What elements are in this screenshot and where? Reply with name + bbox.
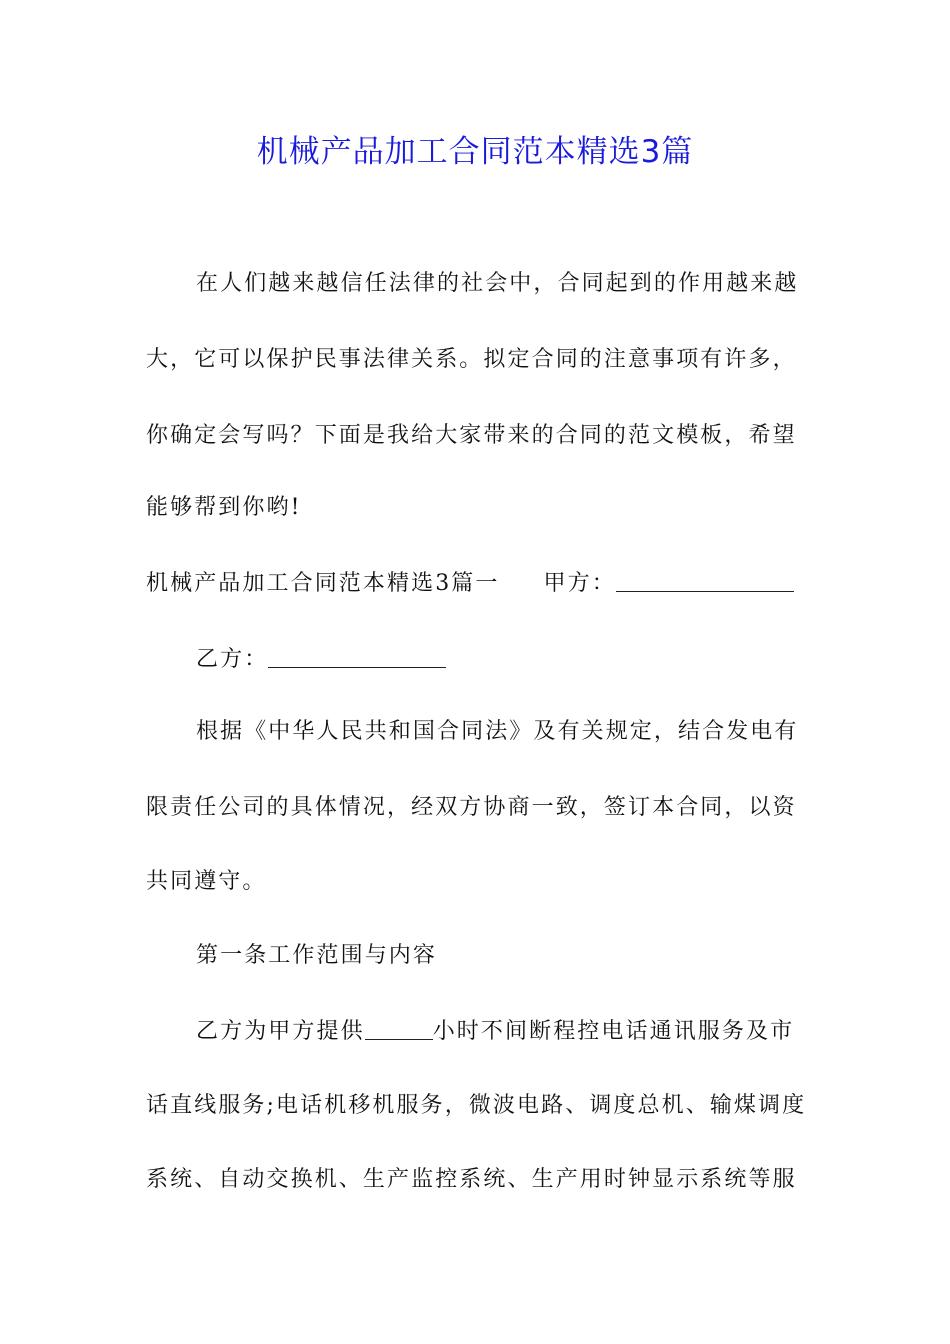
article-1-text-end: 小时不间断程控电话通讯服务及市: [432, 1019, 795, 1044]
document-title: 机械产品加工合同范本精选3篇: [256, 134, 694, 170]
intro-line-3: 你确定会写吗？下面是我给大家带来的合同的范文模板，希望: [146, 423, 797, 448]
article-1-line-2: 话直线服务;电话机移机服务，微波电路、调度总机、输煤调度: [146, 1093, 807, 1118]
party-b-blank: [268, 645, 446, 668]
party-a-label: 甲方：: [543, 571, 616, 596]
intro-line-4: 能够帮到你哟!: [146, 495, 302, 520]
article-1-text-start: 乙方为甲方提供: [196, 1019, 365, 1044]
hours-blank: [365, 1017, 433, 1040]
basis-line-2: 限责任公司的具体情况，经双方协商一致，签订本合同，以资: [146, 795, 797, 820]
basis-line-3: 共同遵守。: [146, 869, 267, 894]
party-a-blank: [616, 569, 794, 592]
section-heading: 机械产品加工合同范本精选3篇一: [146, 571, 500, 596]
article-1-title: 第一条工作范围与内容: [196, 943, 438, 968]
section-heading-row: [146, 566, 806, 602]
article-1-line-1: [196, 1014, 856, 1050]
party-b-label: 乙方：: [196, 647, 269, 672]
article-1-line-3: 系统、自动交换机、生产监控系统、生产用时钟显示系统等服: [146, 1167, 797, 1192]
intro-line-2: 大，它可以保护民事法律关系。拟定合同的注意事项有许多，: [146, 347, 797, 372]
intro-line-1: 在人们越来越信任法律的社会中，合同起到的作用越来越: [196, 271, 799, 296]
party-b-row: [196, 642, 856, 678]
basis-line-1: 根据《中华人民共和国合同法》及有关规定，结合发电有: [196, 719, 799, 744]
